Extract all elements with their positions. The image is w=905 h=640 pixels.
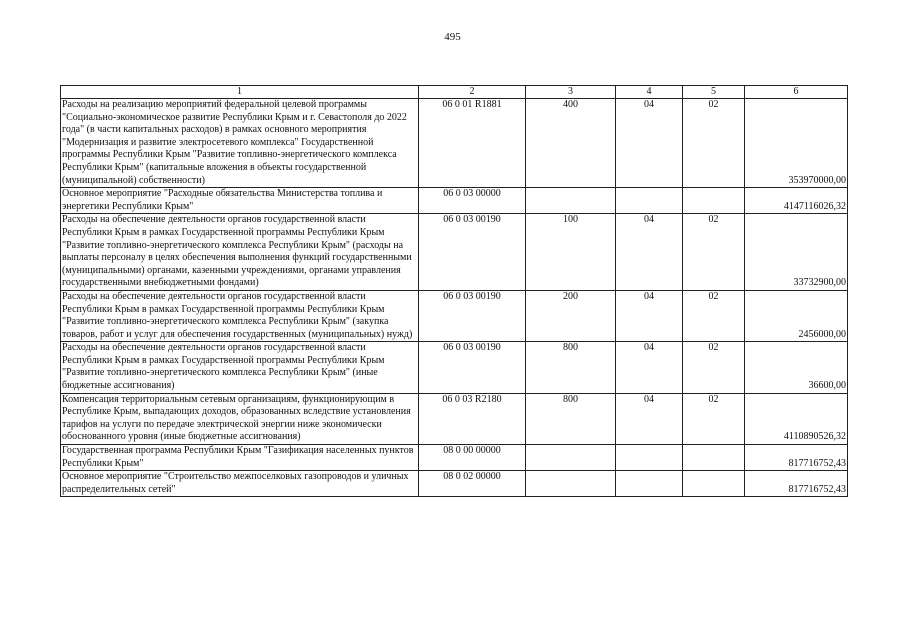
row-vr: [526, 471, 616, 497]
table-row: [61, 445, 848, 471]
col-header-5: 5: [683, 86, 745, 99]
row-code: 06 0 03 00190: [419, 342, 526, 393]
row-name: Компенсация территориальным сетевым организациям, функционирующим в Республике Крым, выпадающих доходов, образованных вследствие установления тарифов на услуги по передаче электрической энергии ниже экономически обоснованного уровня (иные бюджетные ассигнования): [61, 393, 419, 444]
col-header-2: 2: [419, 86, 526, 99]
row-rz: [616, 471, 683, 497]
row-rz: 04: [616, 99, 683, 188]
row-code: 08 0 00 00000: [419, 445, 526, 471]
row-amount: 817716752,43: [745, 471, 848, 497]
col-header-4: 4: [616, 86, 683, 99]
row-pr: [683, 188, 745, 214]
row-pr: 02: [683, 99, 745, 188]
row-name: Основное мероприятие "Расходные обязательства Министерства топлива и энергетики Республики Крым": [61, 188, 419, 214]
row-pr: [683, 445, 745, 471]
row-vr: 800: [526, 393, 616, 444]
header-row: [61, 86, 848, 99]
row-rz: 04: [616, 393, 683, 444]
row-pr: 02: [683, 290, 745, 341]
row-name: Государственная программа Республики Крым "Газификация населенных пунктов Республики Крым": [61, 445, 419, 471]
row-code: 06 0 03 00190: [419, 290, 526, 341]
row-code: 06 0 03 R2180: [419, 393, 526, 444]
row-amount: 4110890526,32: [745, 393, 848, 444]
row-pr: 02: [683, 393, 745, 444]
table-row: [61, 290, 848, 341]
row-rz: [616, 445, 683, 471]
row-code: 08 0 02 00000: [419, 471, 526, 497]
row-amount: 353970000,00: [745, 99, 848, 188]
row-name: Расходы на реализацию мероприятий федеральной целевой программы "Социально-экономическое развитие Республики Крым и г. Севастополя до 2022 года" (в части капитальных расходов) в рамках основного мероприятия "Модернизация и развитие электросетевого комплекса" Государственной программы Республики Крым "Развитие топливно-энергетического комплекса Республики Крым" (капитальные вложения в объекты государственной (муниципальной) собственности): [61, 99, 419, 188]
table-row: [61, 214, 848, 291]
row-vr: 200: [526, 290, 616, 341]
row-rz: 04: [616, 290, 683, 341]
row-name: Основное мероприятие "Строительство межпоселковых газопроводов и уличных распределительных сетей": [61, 471, 419, 497]
row-vr: 800: [526, 342, 616, 393]
row-pr: 02: [683, 214, 745, 291]
col-header-6: 6: [745, 86, 848, 99]
row-amount: 2456000,00: [745, 290, 848, 341]
row-amount: 33732900,00: [745, 214, 848, 291]
table-row: [61, 188, 848, 214]
row-vr: [526, 445, 616, 471]
row-rz: 04: [616, 342, 683, 393]
row-name: Расходы на обеспечение деятельности органов государственной власти Республики Крым в рамках Государственной программы Республики Крым "Развитие топливно-энергетического комплекса Республики Крым" (расходы на выплаты персоналу в целях обеспечения выполнения функций государственными (муниципальными) органами, казенными учреждениями, органами управления государственными внебюджетными фондами): [61, 214, 419, 291]
col-header-3: 3: [526, 86, 616, 99]
row-pr: 02: [683, 342, 745, 393]
row-rz: [616, 188, 683, 214]
row-code: 06 0 03 00000: [419, 188, 526, 214]
budget-table: [60, 85, 848, 497]
row-vr: [526, 188, 616, 214]
table-row: [61, 393, 848, 444]
row-vr: 400: [526, 99, 616, 188]
table-row: [61, 471, 848, 497]
row-pr: [683, 471, 745, 497]
row-code: 06 0 03 00190: [419, 214, 526, 291]
row-code: 06 0 01 R1881: [419, 99, 526, 188]
table-row: [61, 342, 848, 393]
row-amount: 4147116026,32: [745, 188, 848, 214]
table-row: [61, 99, 848, 188]
row-vr: 100: [526, 214, 616, 291]
page-number: 495: [444, 31, 461, 43]
row-name: Расходы на обеспечение деятельности органов государственной власти Республики Крым в рамках Государственной программы Республики Крым "Развитие топливно-энергетического комплекса Республики Крым" (закупка товаров, работ и услуг для обеспечения государственных (муниципальных) нужд): [61, 290, 419, 341]
col-header-1: 1: [61, 86, 419, 99]
row-amount: 36600,00: [745, 342, 848, 393]
row-name: Расходы на обеспечение деятельности органов государственной власти Республики Крым в рамках Государственной программы Республики Крым "Развитие топливно-энергетического комплекса Республики Крым" (иные бюджетные ассигнования): [61, 342, 419, 393]
row-amount: 817716752,43: [745, 445, 848, 471]
row-rz: 04: [616, 214, 683, 291]
